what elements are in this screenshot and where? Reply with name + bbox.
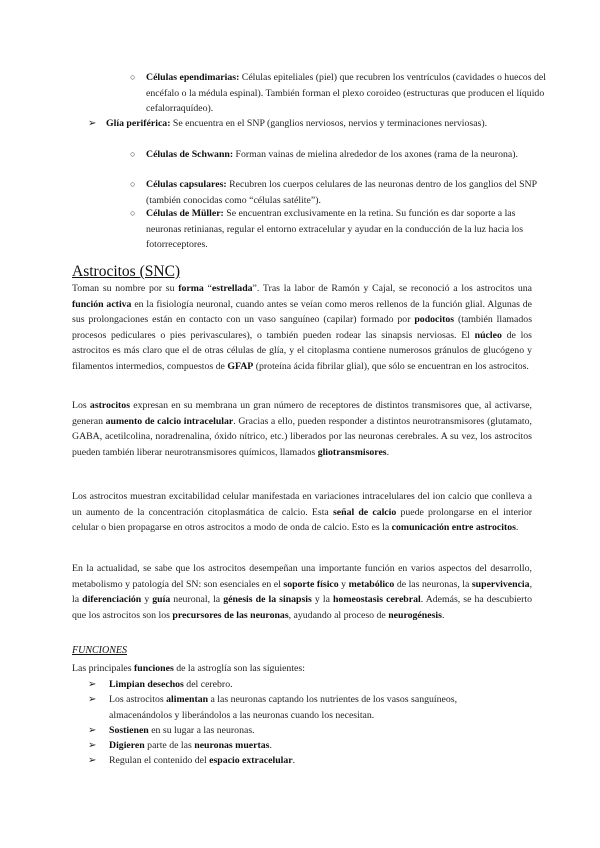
- paragraph-2: Los astrocitos expresan en su membrana un gran número de receptores de distintos transmisores que, al activarse, generan aumento de calcio intracelular. Gracias a ello, pueden responder a distintos neurotransmisores (glutamato, GABA, acetilcolina, noradrenalina, óxido nítrico, etc.) liberados por las neuronas cerebrales. A su vez, los astrocitos pueden también liberar neurotransmisores químicos, llamados gliotransmisores.: [72, 400, 532, 458]
- text-schwann: Forman vainas de mielina alrededor de los axones (rama de la neurona).: [233, 149, 518, 160]
- funcion-text: Sostienen en su lugar a las neuronas.: [109, 725, 255, 736]
- bold-term: neuronas muertas: [194, 740, 270, 751]
- section-title: Astrocitos (SNC): [72, 263, 181, 280]
- funcion-text: Limpian desechos del cerebro.: [109, 679, 233, 690]
- circle-bullet-icon: ○: [130, 72, 136, 82]
- bold-term: podocitos: [414, 314, 455, 326]
- bold-term: Limpian desechos: [109, 679, 184, 690]
- arrow-bullet-icon: ➢: [88, 118, 97, 129]
- bold-term: homeostasis cerebral: [332, 594, 421, 606]
- bold-term: génesis de la sinapsis: [223, 594, 312, 606]
- bold-term: soporte físico: [283, 578, 339, 590]
- bold-term: espacio extracelular: [209, 755, 293, 766]
- bold-term: señal de calcio: [332, 506, 397, 518]
- text-capsulares: Recubren los cuerpos celulares de las neuronas dentro de los ganglios del SNP (también conocidas como “células satélite”).: [146, 179, 537, 206]
- bold-term: guía: [152, 594, 171, 606]
- paragraph-1: Toman su nombre por su forma “estrellada”. Tras la labor de Ramón y Cajal, se reconoció a los astrocitos una función activa en la fisiología neuronal, cuando antes se veían como meros rellenos de la función glial. Algunas de sus prolongaciones están en contacto con un vaso sanguíneo (capilar) formado por podocitos (también llamados procesos pediculares o pies perivasculares), o también pueden rodear las sinapsis nerviosas. El núcleo de los astrocitos es más claro que el de otras células de glía, y el citoplasma contiene numerosos gránulos de glucógeno y filamentos intermedios, compuestos de GFAP (proteína ácida fibrilar glial), que sólo se encuentran en los astrocitos.: [72, 283, 533, 372]
- funcion-text: Regulan el contenido del espacio extracelular.: [109, 755, 296, 766]
- bold-term: función activa: [72, 298, 132, 310]
- paragraph-4: En la actualidad, se sabe que los astrocitos desempeñan una importante función en varios aspectos del desarrollo, metabolismo y patología del SN: son esenciales en el soporte físico y metabólico de las neuronas, la supervivencia, la diferenciación y guía neuronal, la génesis de la sinapsis y la homeostasis cerebral. Además, se ha descubierto que los astrocitos son los precursores de las neuronas, ayudando al proceso de neurogénesis.: [72, 563, 533, 621]
- circle-bullet-icon: ○: [130, 149, 136, 159]
- bold-term: neurogénesis: [388, 609, 442, 621]
- bold-term: núcleo: [474, 329, 502, 341]
- bold-term: supervivencia: [471, 578, 530, 590]
- functions-subtitle: FUNCIONES: [72, 645, 127, 656]
- arrow-bullet-icon: ➢: [88, 755, 97, 766]
- text-ependimarias: Células epiteliales (piel) que recubren los ventrículos (cavidades o huecos del encéfalo o la médula espinal). También forman el plexo coroideo (estructuras que producen el líquido cefalorraquídeo).: [146, 72, 546, 115]
- funcion-text: Los astrocitos alimentan a las neuronas captando los nutrientes de los vasos sanguíneos, almacenándolos y liberándolos a las neuronas cuando los necesitan.: [109, 694, 458, 721]
- bold-term: funciones: [134, 663, 174, 674]
- circle-bullet-icon: ○: [130, 179, 136, 189]
- bold-term: comunicación entre astrocitos: [391, 522, 516, 534]
- text-glia-periferica: Se encuentra en el SNP (ganglios nerviosos, nervios y terminaciones nerviosas).: [170, 118, 488, 129]
- term-capsulares: Células capsulares:: [146, 179, 227, 190]
- bold-term: diferenciación: [82, 594, 142, 606]
- arrow-bullet-icon: ➢: [88, 740, 97, 751]
- bold-term: forma: [178, 283, 204, 294]
- funcion-text: Digieren parte de las neuronas muertas.: [109, 740, 272, 751]
- circle-bullet-icon: ○: [130, 208, 136, 218]
- term-schwann: Células de Schwann:: [146, 149, 234, 160]
- bold-term: aumento de calcio intracelular: [105, 415, 234, 427]
- arrow-bullet-icon: ➢: [88, 694, 97, 705]
- bold-term: metabólico: [348, 578, 395, 590]
- bold-term: alimentan: [166, 694, 209, 705]
- text-muller: Se encuentran exclusivamente en la retina. Su función es dar soporte a las neuronas retinianas, regular el entorno extracelular y ayudar en la conducción de la luz hacia los fotorreceptores.: [146, 208, 524, 251]
- bold-term: Digieren: [109, 740, 145, 751]
- term-glia-periferica: Glía periférica:: [106, 118, 171, 129]
- arrow-bullet-icon: ➢: [88, 679, 97, 690]
- paragraph-3: Los astrocitos muestran excitabilidad celular manifestada en variaciones intracelulares del ion calcio que conlleva a un aumento de la concentración citoplasmática de calcio. Esta señal de calcio puede prolongarse en el interior celular o bien propagarse en otros astrocitos a modo de onda de calcio. Esto es la comunicación entre astrocitos.: [72, 491, 532, 534]
- term-muller: Células de Müller:: [146, 208, 224, 219]
- bold-term: estrellada: [211, 283, 253, 294]
- bold-term: astrocitos: [89, 400, 131, 411]
- functions-intro: Las principales funciones de la astroglía son las siguientes:: [72, 663, 305, 674]
- term-ependimarias: Células ependimarias:: [146, 72, 240, 83]
- bold-term: GFAP: [227, 360, 254, 372]
- bold-term: gliotransmisores: [317, 446, 387, 458]
- bold-term: Sostienen: [109, 725, 149, 736]
- arrow-bullet-icon: ➢: [88, 725, 97, 736]
- bold-term: precursores de las neuronas: [172, 609, 289, 621]
